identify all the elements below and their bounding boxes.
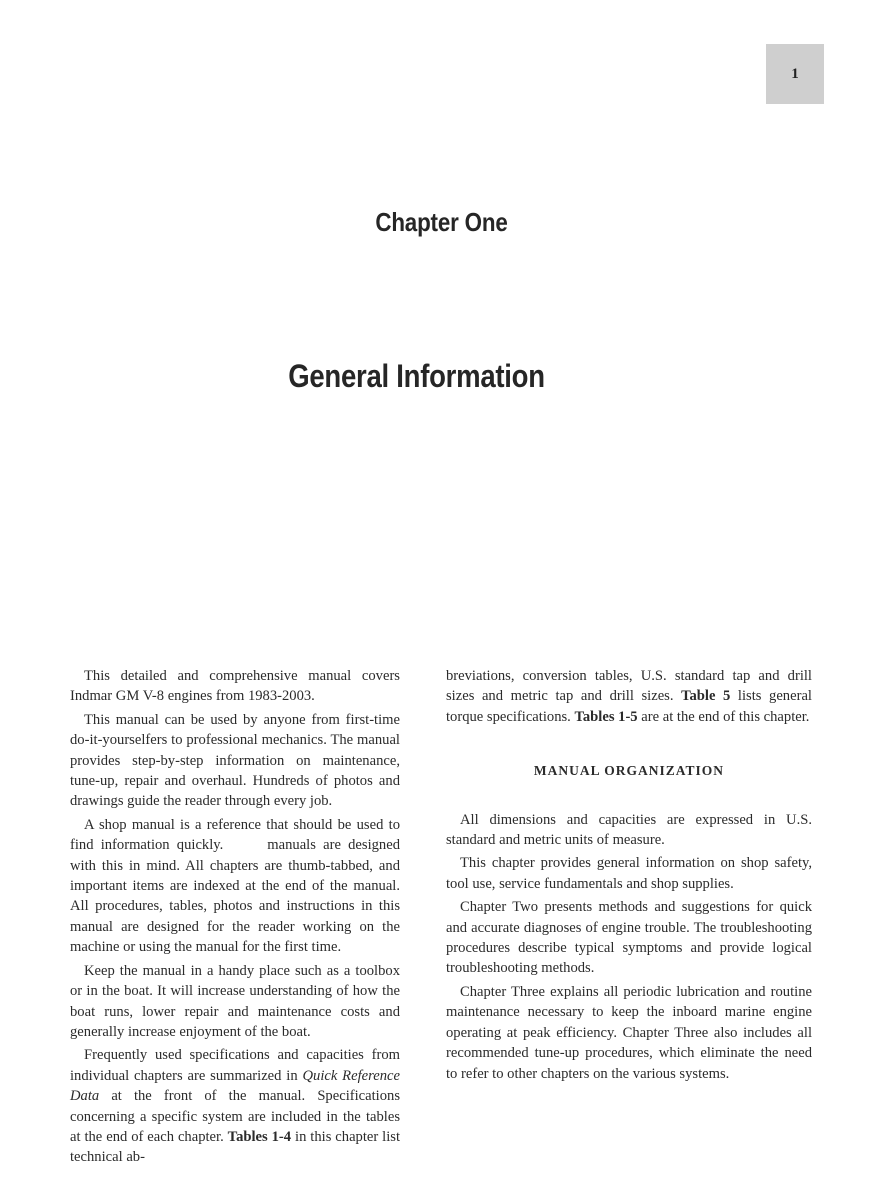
paragraph: All dimensions and capacities are expressed in U.S. standard and metric units of measure. — [446, 811, 812, 849]
bold-reference: Table 5 — [681, 688, 731, 705]
text-run: in this chapter list technical ab- — [70, 1128, 401, 1166]
paragraph: Chapter Three explains all periodic lubrication and routine maintenance necessary to keep the inboard marine engine operating at peak efficiency. Chapter Three also includes all recommended tune-up procedures, which eliminate the need to refer to other chapters on the various systems. — [446, 983, 812, 1082]
paragraph — [70, 1045, 400, 1167]
paragraph: This chapter provides general information on shop safety, tool use, service fundamentals and shop supplies. — [446, 855, 812, 892]
paragraph — [70, 815, 400, 958]
text-run: breviations, conversion tables, U.S. standard tap and drill sizes and metric tap and drill sizes. — [446, 668, 812, 705]
bold-reference: Tables 1-5 — [574, 708, 638, 725]
text-run: at the front of the manual. Specifications concerning a specific system are included in the tables at the end of each chapter. — [70, 1088, 400, 1145]
text-run: are at the end of this chapter. — [641, 708, 810, 725]
paragraph: This manual can be used by anyone from first-time do-it-yourselfers to professional mechanics. The manual provides step-by-step information on maintenance, tune-up, repair and overhaul. Hundreds of photos and drawings guide the reader through every job. — [70, 711, 400, 810]
text-run: A shop manual is a reference that should be used to find information quickly. — [70, 816, 400, 854]
text-run: Frequently used specifications and capacities from individual chapters are summarized in — [70, 1047, 400, 1084]
chapter-number: Chapter One — [375, 207, 508, 237]
section-heading: MANUAL ORGANIZATION — [533, 763, 725, 779]
text-run: lists general torque specifications. — [446, 688, 812, 725]
paragraph — [446, 666, 812, 727]
paragraph: This detailed and comprehensive manual covers Indmar GM V-8 engines from 1983-2003. — [70, 668, 400, 705]
paragraph: Chapter Two presents methods and suggestions for quick and accurate diagnoses of engine trouble. The troubleshooting procedures describe typical symptoms and provide logical troubleshooting methods. — [446, 899, 812, 977]
bold-reference: Tables 1-4 — [227, 1128, 292, 1145]
italic-reference: Quick Reference Data — [70, 1067, 400, 1105]
text-run: manuals are designed with this in mind. All chapters are thumb-tabbed, and important items are indexed at the end of the manual. All procedures, tables, photos and instructions in this manual are designed for the reader working on the machine or using the manual for the first time. — [70, 837, 400, 956]
right-column — [446, 666, 812, 1087]
left-column — [70, 666, 400, 1171]
chapter-title: General Information — [288, 358, 545, 394]
chapter-thumb-tab: 1 — [766, 44, 824, 104]
paragraph: Keep the manual in a handy place such as a toolbox or in the boat. It will increase understanding of how the boat runs, lower repair and maintenance costs and generally increase enjoyment of the boat. — [70, 962, 400, 1040]
